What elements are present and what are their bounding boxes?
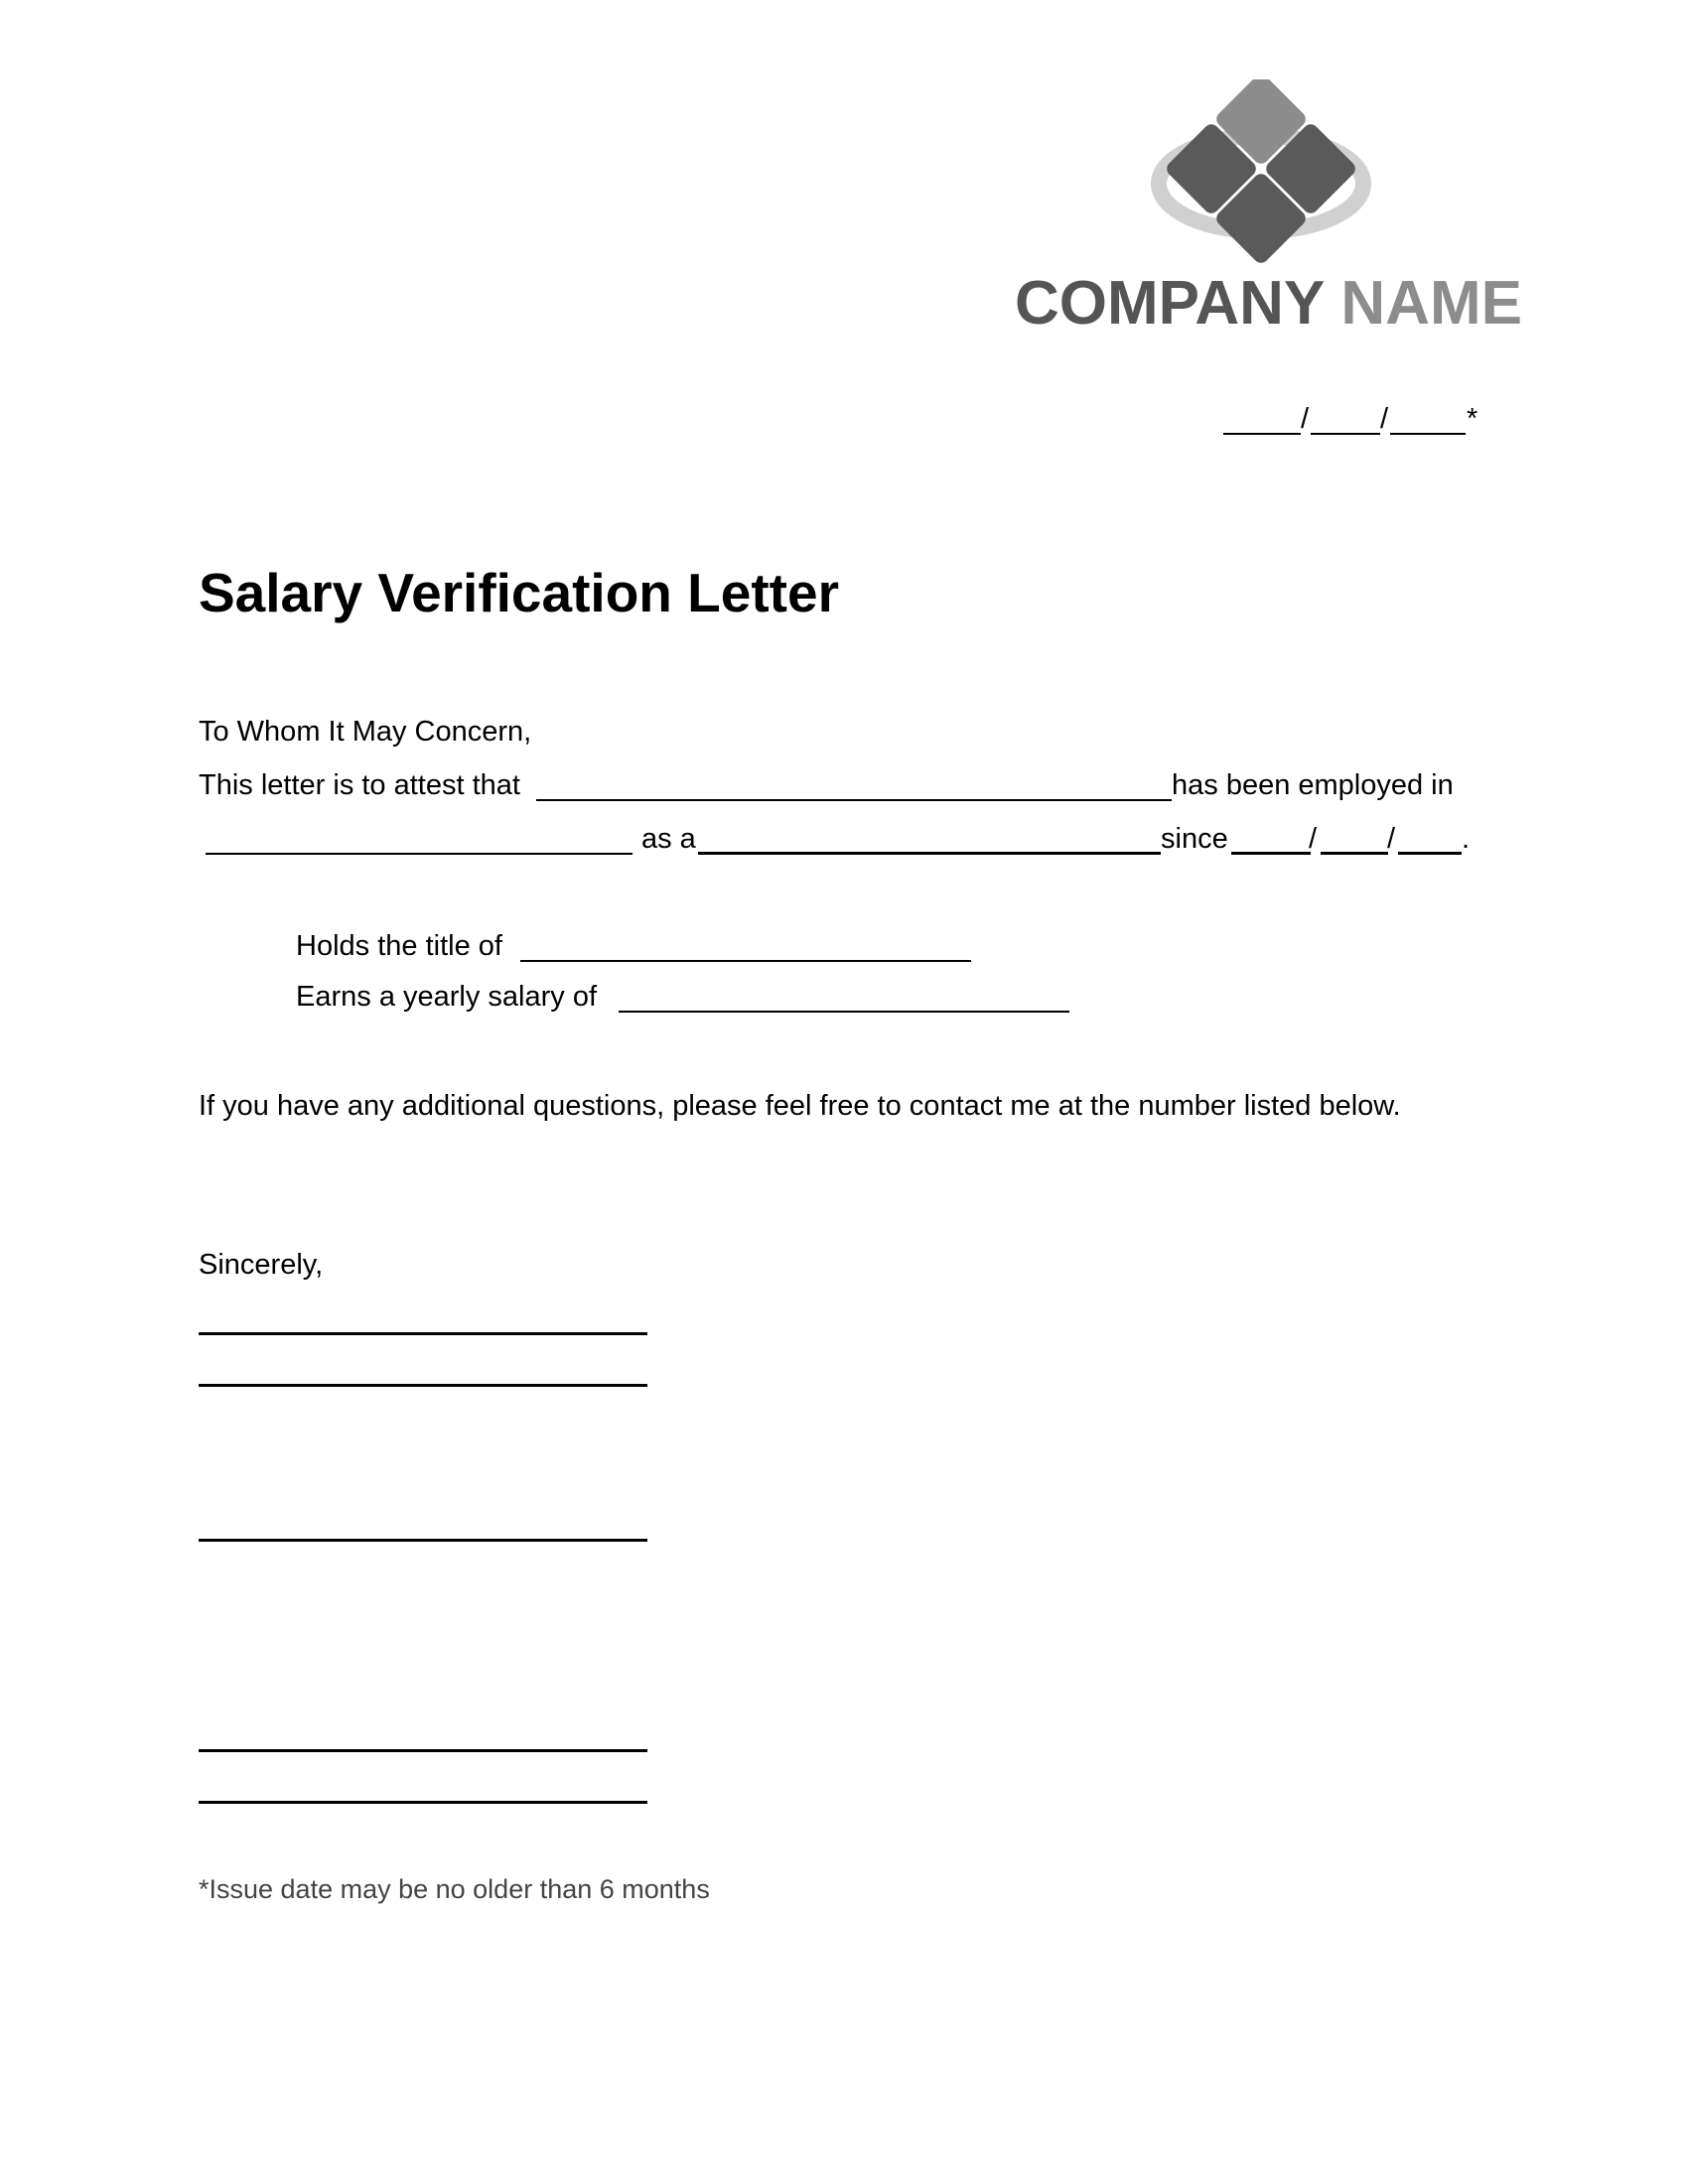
start-date-year-field[interactable] xyxy=(1398,818,1462,852)
start-date-separator-2: / xyxy=(1387,823,1396,855)
signature-line-5 xyxy=(199,1801,647,1804)
signature-line-3 xyxy=(199,1539,647,1542)
start-date-day-field[interactable] xyxy=(1321,818,1388,852)
issue-date-month-field[interactable] xyxy=(1223,397,1301,431)
issue-date-separator-2: / xyxy=(1380,403,1389,435)
issue-date-year-field[interactable] xyxy=(1390,397,1466,431)
issue-date-day-field[interactable] xyxy=(1311,397,1380,431)
issue-date-day-line xyxy=(1311,433,1380,435)
salary-label: Earns a yearly salary of xyxy=(296,981,598,1013)
employee-name-field[interactable] xyxy=(536,764,1172,798)
footnote: *Issue date may be no older than 6 months xyxy=(199,1874,710,1904)
company-name-word2: NAME xyxy=(1340,269,1522,338)
yearly-salary-line xyxy=(619,1011,1069,1013)
employee-name-line xyxy=(536,799,1172,801)
issue-date-month-line xyxy=(1223,433,1301,435)
start-date-month-line xyxy=(1231,852,1311,855)
salutation: To Whom It May Concern, xyxy=(199,716,532,748)
company-logo xyxy=(1142,79,1380,268)
position-field[interactable] xyxy=(698,818,1161,852)
body-line1-end: has been employed in xyxy=(1172,769,1454,801)
company-name-line xyxy=(206,853,633,855)
signature-line-2 xyxy=(199,1384,647,1387)
company-name-word1: COMPANY xyxy=(1015,269,1325,338)
start-date-month-field[interactable] xyxy=(1231,818,1311,852)
body-line2-as: as a xyxy=(641,823,696,855)
start-date-day-line xyxy=(1321,852,1388,855)
job-title-field[interactable] xyxy=(520,925,971,959)
signature-line-4 xyxy=(199,1749,647,1752)
issue-date-asterisk: * xyxy=(1467,403,1478,435)
signature-line-1-field[interactable] xyxy=(199,1300,647,1334)
start-date-year-line xyxy=(1398,852,1462,855)
start-date-separator-1: / xyxy=(1309,823,1318,855)
company-name xyxy=(1015,268,1522,339)
body-line2-since: since xyxy=(1161,823,1228,855)
title-label: Holds the title of xyxy=(296,930,502,962)
company-name-field[interactable] xyxy=(206,818,633,852)
body-line1-start: This letter is to attest that xyxy=(199,769,520,801)
closing: Sincerely, xyxy=(199,1249,324,1281)
body-line2-period: . xyxy=(1462,823,1471,855)
letter-title: Salary Verification Letter xyxy=(199,562,839,623)
signature-line-2-field[interactable] xyxy=(199,1352,647,1386)
signature-line-5-field[interactable] xyxy=(199,1769,647,1803)
issue-date-year-line xyxy=(1390,433,1466,435)
signature-line-3-field[interactable] xyxy=(199,1507,647,1541)
job-title-line xyxy=(520,960,971,962)
issue-date-separator-1: / xyxy=(1301,403,1310,435)
signature-line-1 xyxy=(199,1332,647,1335)
yearly-salary-field[interactable] xyxy=(619,976,1069,1010)
questions-paragraph: If you have any additional questions, please feel free to contact me at the number listed below. xyxy=(199,1090,1401,1122)
signature-line-4-field[interactable] xyxy=(199,1717,647,1751)
position-line xyxy=(698,852,1161,855)
